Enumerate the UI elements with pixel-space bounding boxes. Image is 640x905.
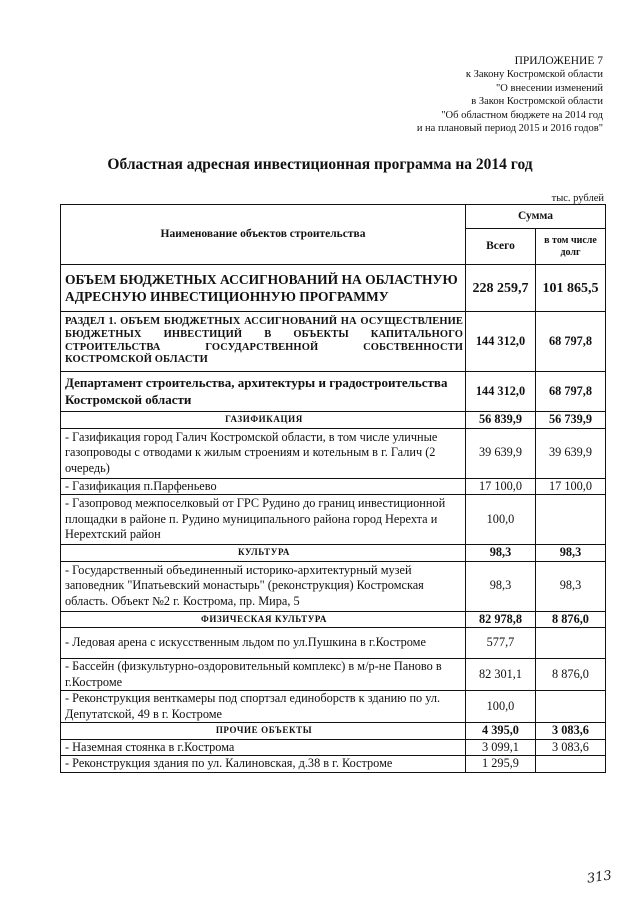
item-name: - Бассейн (физкультурно-оздоровительный комплекс) в м/р-не Паново в г.Костроме <box>61 659 466 691</box>
item-total: 39 639,9 <box>466 428 536 478</box>
item-name: - Газификация п.Парфеньево <box>61 478 466 495</box>
item-name: - Государственный объединенный историко-архитектурный музей заповедник "Ипатьевский монастырь" (реконструкция) Костромская область. Объект №2 г. Кострома, пр. Мира, 5 <box>61 561 466 611</box>
category-total: 82 978,8 <box>466 611 536 628</box>
category-debt: 56 739,9 <box>536 412 606 429</box>
item-total: 17 100,0 <box>466 478 536 495</box>
item-debt <box>536 756 606 773</box>
item-total: 3 099,1 <box>466 739 536 756</box>
item-debt: 39 639,9 <box>536 428 606 478</box>
item-name: - Реконструкция венткамеры под спортзал единоборств к зданию по ул. Депутатской, 49 в г. Костроме <box>61 691 466 723</box>
section-row-name: РАЗДЕЛ 1. ОБЪЕМ БЮДЖЕТНЫХ АССИГНОВАНИЙ НА ОСУЩЕСТВЛЕНИЕ БЮДЖЕТНЫХ ИНВЕСТИЦИЙ В ОБЪЕКТЫ КАПИТАЛЬНОГО СТРОИТЕЛЬСТВА ГОСУДАРСТВЕННОЙ СОБСТВЕННОСТИ КОСТРОМСКОЙ ОБЛАСТИ <box>61 312 466 372</box>
table-row <box>61 561 606 611</box>
item-total: 577,7 <box>466 628 536 659</box>
item-total: 100,0 <box>466 691 536 723</box>
category-name: ПРОЧИЕ ОБЪЕКТЫ <box>61 723 466 740</box>
table-row <box>61 659 606 691</box>
unit-label: тыс. рублей <box>551 193 604 204</box>
item-name: - Газификация город Галич Костромской области, в том числе уличные газопроводы с отводами к жилым строениям и котельным в г. Галич (2 очередь) <box>61 428 466 478</box>
category-row <box>61 412 606 429</box>
category-debt: 8 876,0 <box>536 611 606 628</box>
section-row-total: 144 312,0 <box>466 312 536 372</box>
item-debt <box>536 691 606 723</box>
appendix-line: в Закон Костромской области <box>471 96 603 108</box>
appendix-line: к Закону Костромской области <box>465 69 603 81</box>
appendix-header <box>303 55 603 135</box>
item-name: - Наземная стоянка в г.Кострома <box>61 739 466 756</box>
item-debt <box>536 495 606 545</box>
category-name: ГАЗИФИКАЦИЯ <box>61 412 466 429</box>
category-total: 4 395,0 <box>466 723 536 740</box>
total-row-debt: 101 865,5 <box>536 265 606 312</box>
total-row-total: 228 259,7 <box>466 265 536 312</box>
item-name: - Реконструкция здания по ул. Калиновская, д.38 в г. Костроме <box>61 756 466 773</box>
item-debt <box>536 628 606 659</box>
appendix-line: ПРИЛОЖЕНИЕ 7 <box>514 55 603 67</box>
investment-table <box>60 204 606 773</box>
item-debt: 8 876,0 <box>536 659 606 691</box>
item-debt: 17 100,0 <box>536 478 606 495</box>
table-row <box>61 495 606 545</box>
table-row <box>61 628 606 659</box>
header-debt: в том числе долг <box>536 229 606 265</box>
category-total: 56 839,9 <box>466 412 536 429</box>
header-sum: Сумма <box>466 205 606 229</box>
dept-row-total: 144 312,0 <box>466 372 536 412</box>
item-total: 1 295,9 <box>466 756 536 773</box>
appendix-line: "О внесении изменений <box>496 82 603 94</box>
item-name: - Ледовая арена с искусственным льдом по ул.Пушкина в г.Костроме <box>61 628 466 659</box>
item-debt: 98,3 <box>536 561 606 611</box>
table-row <box>61 478 606 495</box>
category-name: ФИЗИЧЕСКАЯ КУЛЬТУРА <box>61 611 466 628</box>
item-debt: 3 083,6 <box>536 739 606 756</box>
page-number-mark: 313 <box>586 868 613 887</box>
item-total: 82 301,1 <box>466 659 536 691</box>
header-total: Всего <box>466 229 536 265</box>
header-name-col: Наименование объектов строительства <box>61 205 466 265</box>
table-row <box>61 739 606 756</box>
dept-row-debt: 68 797,8 <box>536 372 606 412</box>
item-total: 98,3 <box>466 561 536 611</box>
category-row <box>61 723 606 740</box>
table-row <box>61 691 606 723</box>
category-row <box>61 611 606 628</box>
total-row-name: ОБЪЕМ БЮДЖЕТНЫХ АССИГНОВАНИЙ НА ОБЛАСТНУЮ АДРЕСНУЮ ИНВЕСТИЦИОННУЮ ПРОГРАММУ <box>61 265 466 312</box>
category-debt: 3 083,6 <box>536 723 606 740</box>
section-row-debt: 68 797,8 <box>536 312 606 372</box>
category-row <box>61 545 606 562</box>
page-title: Областная адресная инвестиционная программа на 2014 год <box>107 156 533 173</box>
item-total: 100,0 <box>466 495 536 545</box>
table-row <box>61 756 606 773</box>
item-name: - Газопровод межпоселковый от ГРС Рудино до границ инвестиционной площадки в районе п. Рудино муниципального района город Нерехта и Нерехтский район <box>61 495 466 545</box>
category-debt: 98,3 <box>536 545 606 562</box>
appendix-line: "Об областном бюджете на 2014 год <box>441 109 603 121</box>
appendix-line: и на плановый период 2015 и 2016 годов" <box>416 123 603 135</box>
category-total: 98,3 <box>466 545 536 562</box>
table-row <box>61 428 606 478</box>
category-name: КУЛЬТУРА <box>61 545 466 562</box>
dept-row-name: Департамент строительства, архитектуры и градостроительства Костромской области <box>61 372 466 412</box>
